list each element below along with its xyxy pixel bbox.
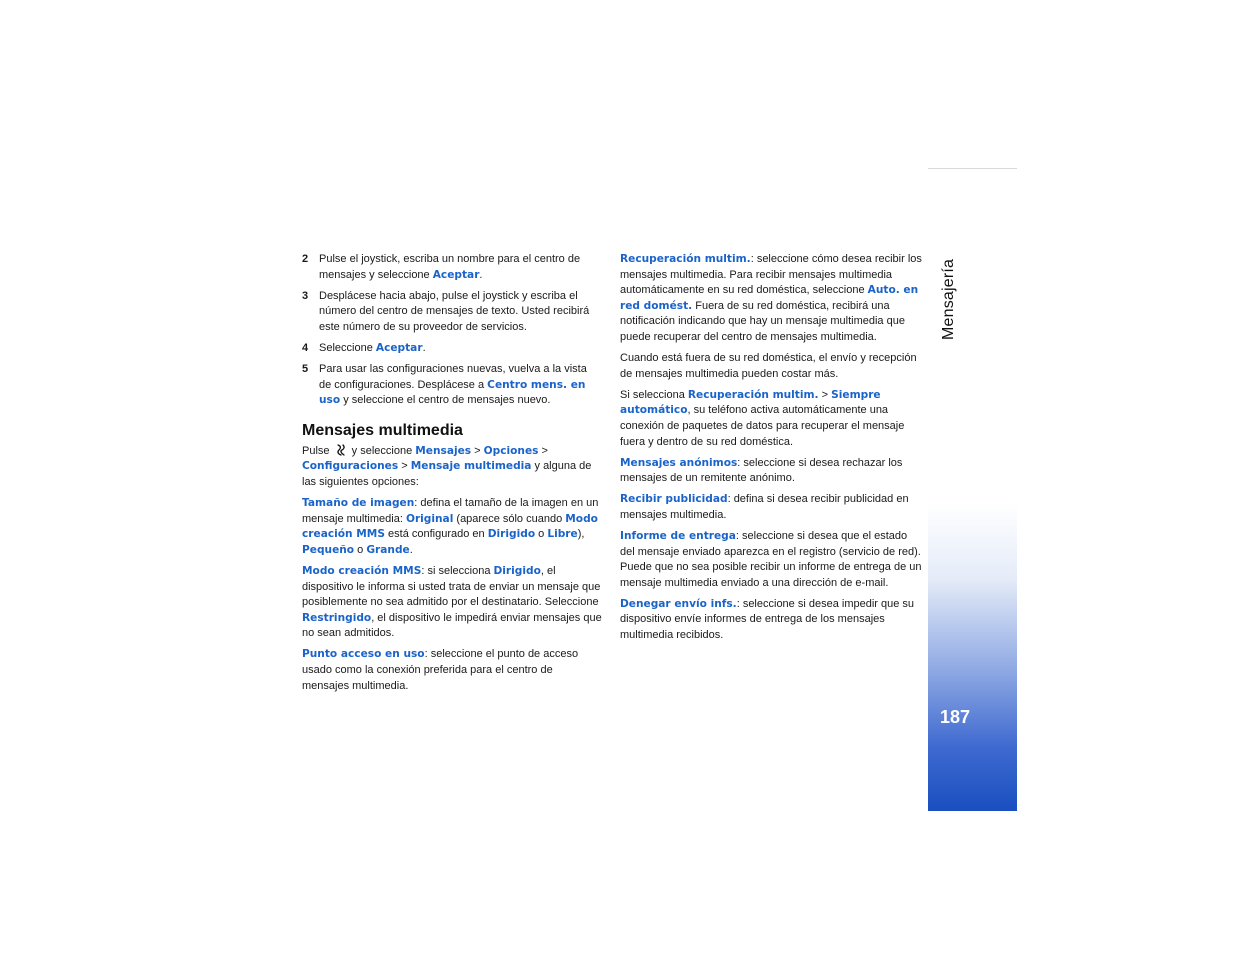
text: > (471, 444, 484, 457)
option-label: Tamaño de imagen (302, 497, 415, 510)
text: Pulse (302, 444, 330, 457)
step-text: . (422, 341, 426, 354)
link-siempre-automatico: Siempre automático (620, 388, 881, 417)
option-access-point (302, 647, 602, 694)
text: y seleccione (351, 444, 416, 457)
text: : seleccione si desea que el estado del mensaje enviado aparezca en el registro (servicio de red). Puede que no sea posible recibir un informe de entrega de un mensaje multimedia enviado a una dirección de e-mail. (620, 530, 922, 589)
text: : seleccione el punto de acceso usado como la conexión preferida para el centro de mensajes multimedia. (302, 648, 579, 692)
text: > (538, 444, 548, 457)
link-restringido: Restringido (302, 611, 372, 624)
option-label: Mensajes anónimos (620, 456, 738, 469)
option-label: Punto acceso en uso (302, 648, 425, 661)
text: > (818, 388, 832, 401)
intro-paragraph (302, 444, 602, 491)
link-dirigido: Dirigido (487, 528, 536, 541)
text: o (354, 543, 367, 556)
step-number: 3 (302, 289, 309, 302)
link-configuraciones: Configuraciones (302, 460, 399, 473)
right-column (620, 252, 923, 649)
section-heading: Mensajes multimedia (302, 421, 463, 439)
page-number: 187 (940, 707, 971, 727)
text: y alguna de las siguientes opciones: (302, 460, 592, 489)
option-retrieval (620, 252, 923, 346)
link-centro-mens: Centro mens. en uso (319, 378, 586, 407)
text: > (398, 460, 411, 473)
note-always-automatic (620, 388, 923, 450)
step-text: Pulse el joystick, escriba un nombre para el centro de mensajes y seleccione (319, 253, 581, 281)
text: Si selecciona (620, 388, 688, 401)
option-anonymous (620, 456, 923, 487)
link-original: Original (405, 512, 454, 525)
step-number: 4 (302, 341, 309, 354)
text: : seleccione cómo desea recibir los mensajes multimedia. Para recibir mensajes multimedia automáticamente en su red doméstica, seleccione (620, 253, 922, 297)
link-aceptar: Aceptar (375, 341, 423, 354)
option-label: Recuperación multim. (620, 253, 751, 265)
link-libre: Libre (547, 528, 578, 541)
link-auto-red: Auto. en red domést. (620, 284, 919, 312)
step-3 (302, 289, 602, 336)
option-deny-reports (620, 597, 923, 644)
link-grande: Grande (366, 543, 410, 556)
step-4 (302, 341, 602, 357)
link-pequeno: Pequeño (302, 543, 355, 556)
menu-key-icon (335, 444, 347, 456)
text: : defina el tamaño de la imagen en un mensaje multimedia: (302, 497, 599, 525)
text: (aparece sólo cuando (453, 512, 566, 525)
option-image-size (302, 496, 602, 558)
link-mensaje-multimedia: Mensaje multimedia (410, 460, 532, 473)
step-text: Seleccione (319, 341, 376, 354)
chapter-title: Mensajería (940, 258, 957, 340)
text: o (535, 528, 548, 541)
link-modo-creacion: Modo creación MMS (302, 512, 598, 541)
option-label: Modo creación MMS (302, 565, 422, 577)
text: : seleccione si desea rechazar los mensajes de un remitente anónimo. (620, 456, 903, 485)
text: ), (577, 528, 585, 541)
step-number: 2 (302, 253, 309, 265)
option-label: Informe de entrega (620, 530, 736, 542)
option-mms-mode (302, 564, 602, 642)
text: Fuera de su red doméstica, recibirá una notificación indicando que hay un mensaje multimedia que puede recuperar del centro de mensajes multimedia. (620, 299, 905, 343)
step-5 (302, 362, 602, 409)
option-advertising (620, 492, 923, 523)
note-roaming: Cuando está fuera de su red doméstica, el envío y recepción de mensajes multimedia pueden costar más. (620, 352, 917, 380)
text: está configurado en (384, 528, 488, 541)
text: , el dispositivo le informa si usted trata de enviar un mensaje que posiblemente no sea admitido por el destinatario. Seleccione (302, 565, 601, 609)
link-recuperacion: Recuperación multim. (687, 388, 819, 401)
step-number: 5 (302, 363, 309, 376)
link-mensajes: Mensajes (415, 444, 472, 457)
text: , su teléfono activa automáticamente una conexión de paquetes de datos para recuperar el mensaje fuera y dentro de su red doméstica. (620, 404, 905, 448)
option-delivery-report (620, 529, 923, 591)
left-column (302, 252, 602, 700)
text: , el dispositivo le impedirá enviar mensajes que no sean admitidos. (302, 611, 602, 640)
link-dirigido: Dirigido (493, 565, 541, 577)
text: . (409, 543, 413, 556)
text: : si selecciona (421, 565, 494, 577)
step-2 (302, 252, 602, 283)
link-aceptar: Aceptar (432, 268, 480, 281)
step-text: Desplácese hacia abajo, pulse el joystick y escriba el número del centro de mensajes de texto. Usted recibirá este número de su proveedor de servicios. (319, 289, 590, 333)
option-label: Denegar envío infs. (620, 597, 737, 610)
link-opciones: Opciones (483, 444, 539, 457)
text: : defina si desea recibir publicidad en mensajes multimedia. (620, 493, 909, 521)
step-text: y seleccione el centro de mensajes nuevo. (340, 394, 551, 407)
step-text: . (479, 268, 483, 281)
option-label: Recibir publicidad (620, 493, 728, 506)
text: : seleccione si desea impedir que su dispositivo envíe informes de entrega de los mensajes multimedia recibidos. (620, 597, 915, 642)
step-text: Para usar las configuraciones nuevas, vuelva a la vista de configuraciones. Desplácese a (319, 363, 587, 391)
